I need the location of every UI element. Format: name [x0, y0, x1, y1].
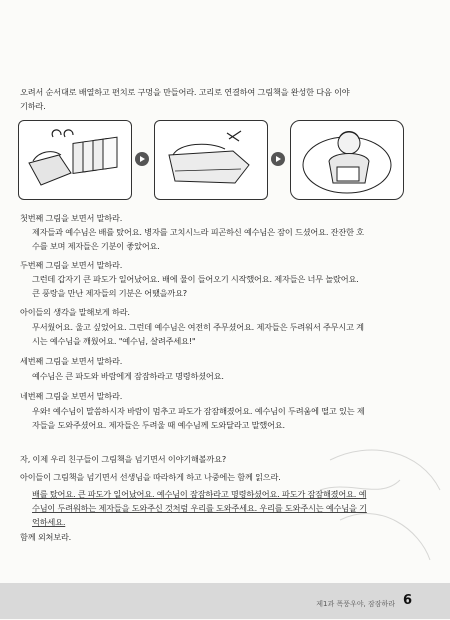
section-2-heading: 두번째 그림을 보면서 말하라.	[20, 260, 123, 270]
intro-instruction: 오려서 순서대로 배열하고 편치로 구멍을 만들어라. 고리로 연결하여 그림책을 완성한 다음 이야기하라.	[20, 87, 350, 111]
section-6-body: 자, 이제 우리 친구들이 그림책을 넘기면서 이야기해볼까요?	[20, 454, 226, 464]
next-arrow-icon	[271, 152, 285, 166]
section-5-body: 우와! 예수님이 말씀하시자 바람이 멈추고 파도가 잠잠해졌어요. 예수님이 두려움에 떨고 있는 제자들을 도와주셨어요. 제자들은 두려울 때 예수님께 도와달라고 말했어요.	[32, 406, 365, 430]
section-7-body: 배를 탔어요. 큰 파도가 일어났어요. 예수님이 잠잠하라고 명령하셨어요. 파도가 잠잠해졌어요. 예수님이 두려워하는 제자들을 도와주신 것처럼 우리를 도와주세요. 우리를 도와주시는 예수님을 기억하세요.	[32, 489, 367, 527]
panel-child-reading	[290, 120, 404, 200]
section-3-body: 무서웠어요. 울고 싶었어요. 그런데 예수님은 여전히 주무셨어요. 제자들은 두려워서 주무시고 계시는 예수님을 깨웠어요. "예수님, 살려주세요!"	[32, 322, 364, 346]
booklet-pages-icon	[19, 121, 131, 199]
section-1-heading: 첫번째 그림을 보면서 말하라.	[20, 213, 123, 223]
panel-boat	[154, 120, 268, 200]
section-5-heading: 네번째 그림을 보면서 말하라.	[20, 391, 123, 401]
section-1-body: 제자들과 예수님은 배를 탔어요. 병자를 고치시느라 피곤하신 예수님은 잠이 드셨어요. 잔잔한 호수를 보며 제자들은 기분이 좋았어요.	[32, 227, 364, 251]
section-4-body: 예수님은 큰 파도와 바람에게 잠잠하라고 명령하셨어요.	[32, 371, 224, 381]
section-4-heading: 세번째 그림을 보면서 말하라.	[20, 356, 123, 366]
boat-booklet-icon	[155, 121, 267, 199]
section-3-heading: 아이들의 생각을 말해보게 하라.	[20, 307, 130, 317]
page-number: 6	[402, 593, 412, 608]
footer-chapter-title: 제1과 폭풍우야, 잠잠하라	[316, 600, 395, 608]
child-reading-icon	[291, 121, 403, 199]
section-2-body: 그런데 갑자기 큰 파도가 일어났어요. 배에 물이 들어오기 시작했어요. 제자들은 너무 놀랐어요. 큰 풍랑을 만난 제자들의 기분은 어땠을까요?	[32, 274, 359, 298]
section-7-heading: 아이들이 그림책을 넘기면서 선생님을 따라하게 하고 나중에는 함께 읽으라.	[20, 472, 281, 482]
background-sketch-icon	[310, 430, 450, 570]
next-arrow-icon	[135, 152, 149, 166]
section-8-heading: 함께 외쳐보라.	[20, 532, 72, 542]
panel-cut-and-arrange	[18, 120, 132, 200]
